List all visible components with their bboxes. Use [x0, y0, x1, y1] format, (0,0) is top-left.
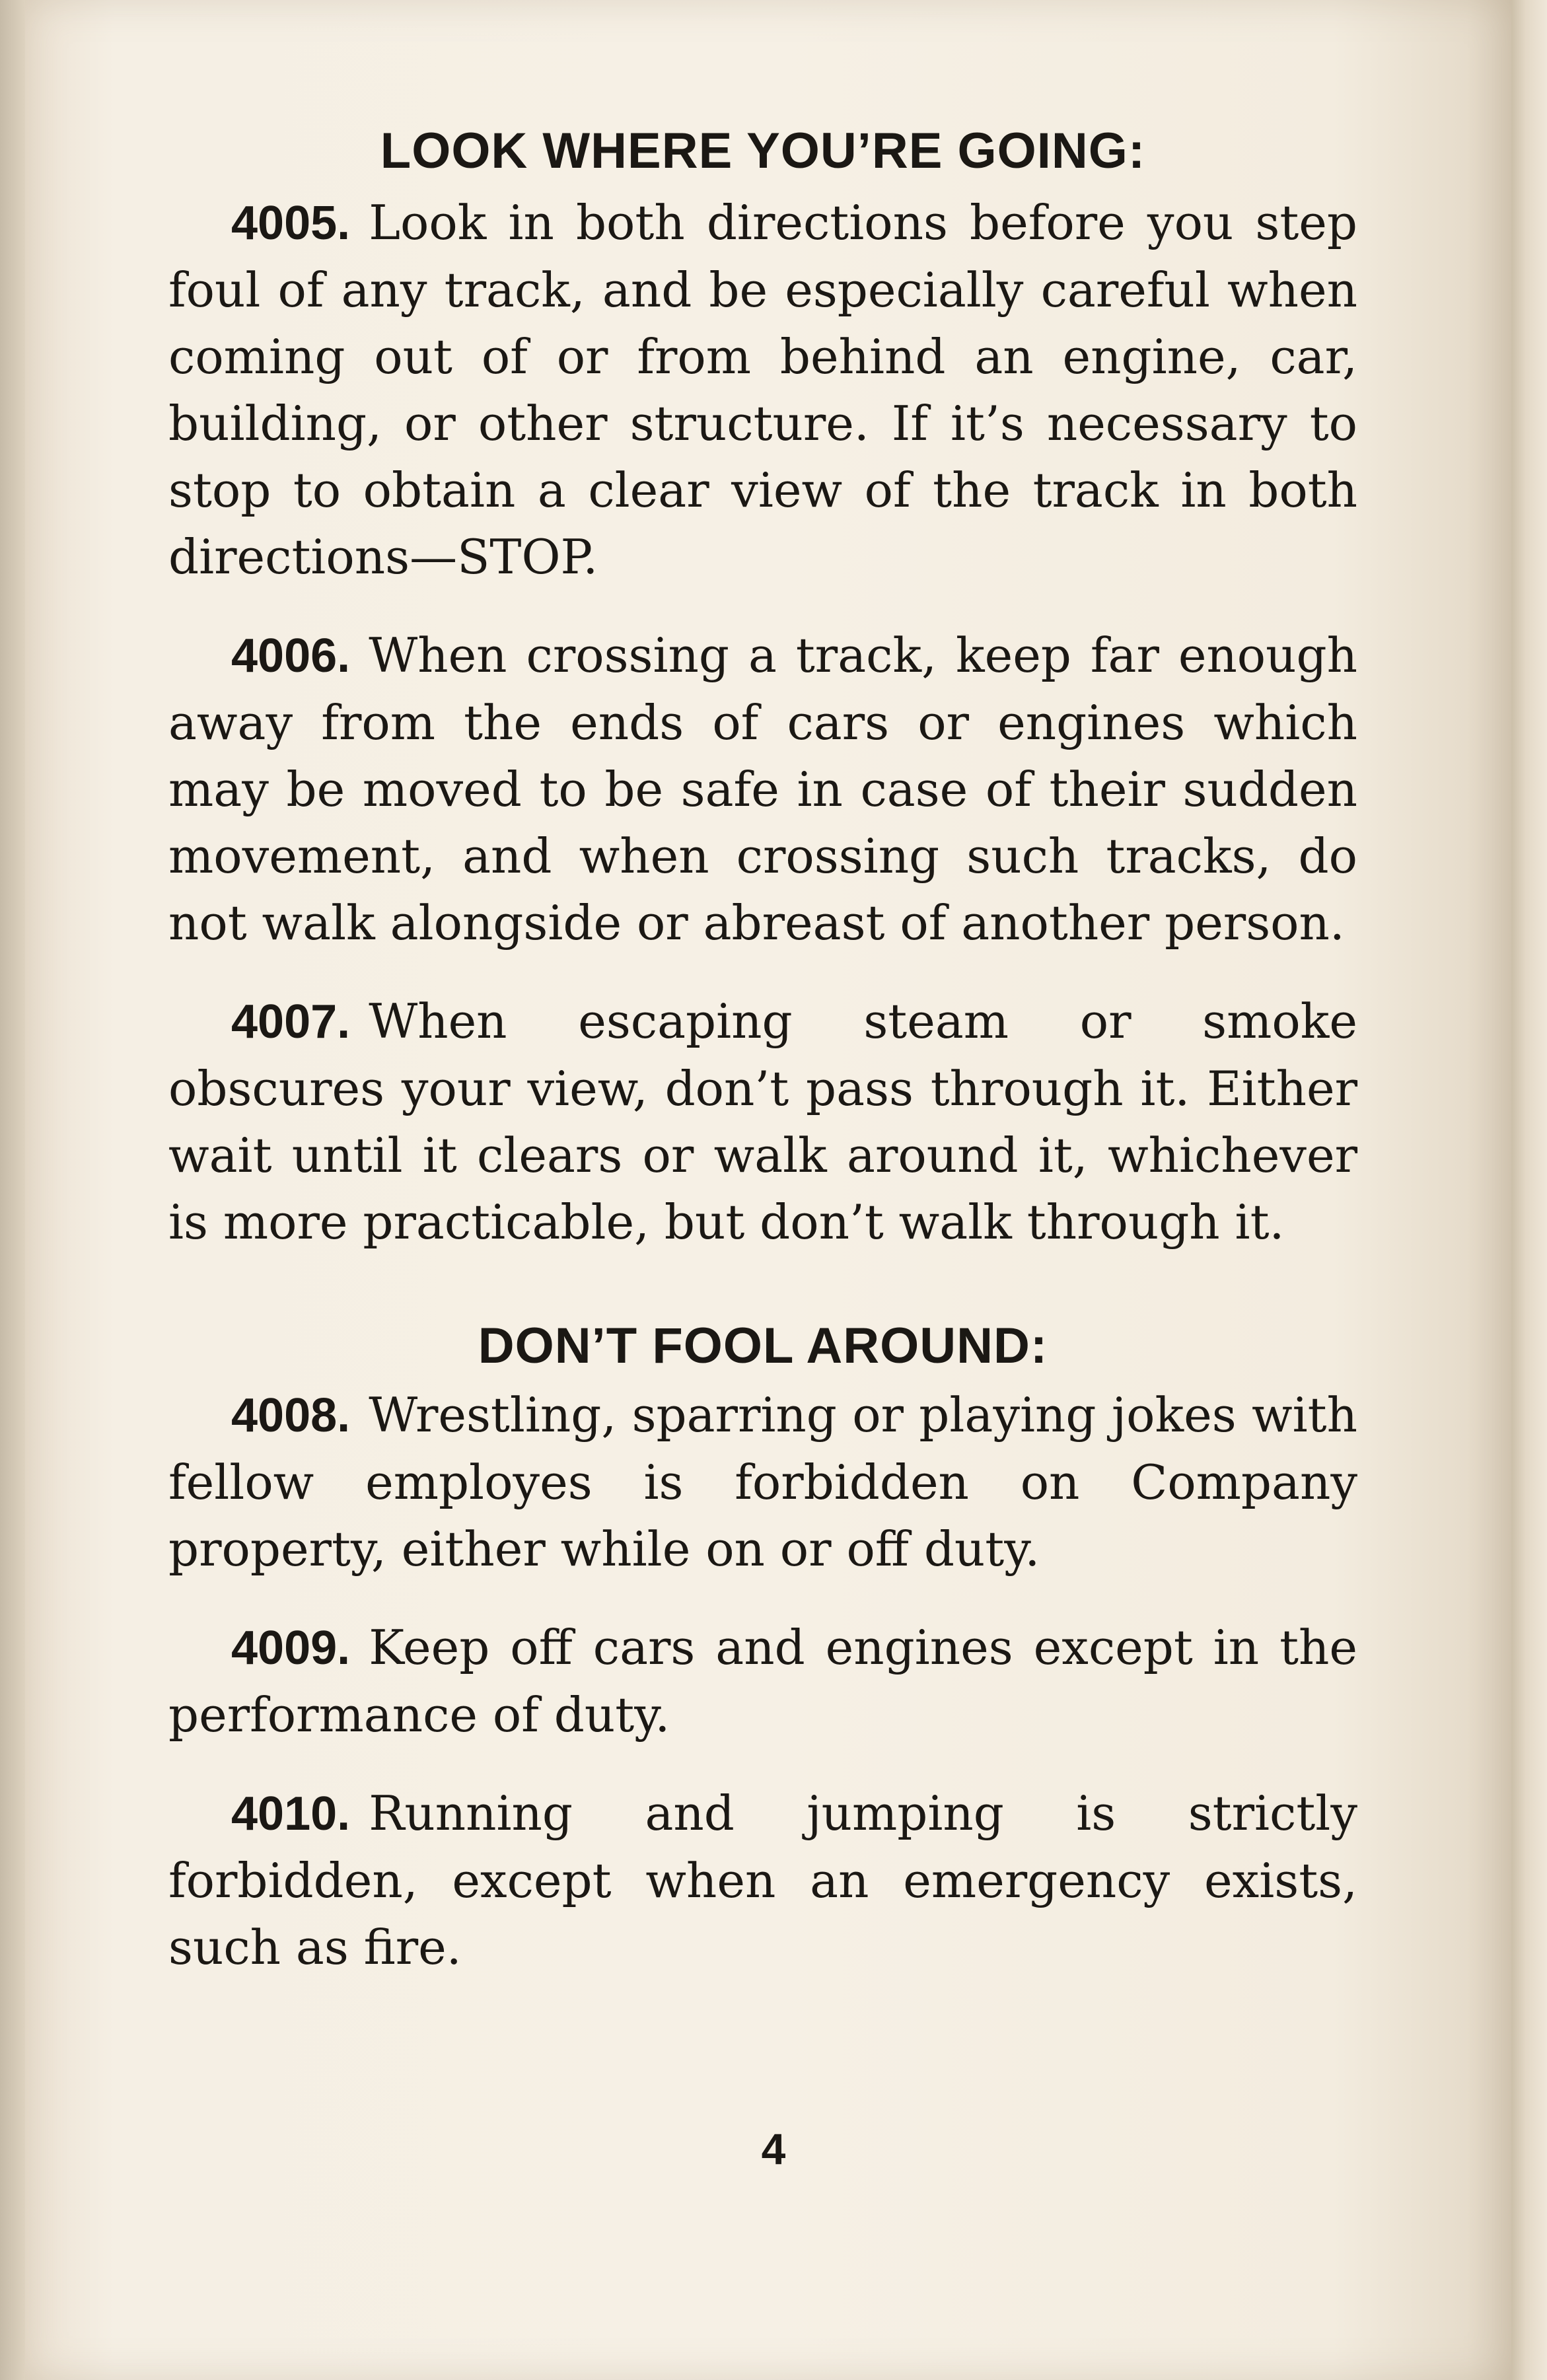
rule-number: 4009. [231, 1621, 351, 1675]
rule-text: Look in both directions before you step foul of any track, and be especially careful when coming out of or from behind an engine, car, building, or other structure. If it’s necessary to stop to obtain a clear view of the track in both directions—STOP. [168, 194, 1357, 585]
rule-number: 4005. [231, 196, 351, 250]
rule-4005 [168, 190, 1357, 591]
page-left-edge [0, 0, 25, 2380]
rule-text: Keep off cars and engines except in the performance of duty. [168, 1619, 1357, 1743]
rule-text: When escaping steam or smoke obscures your view, don’t pass through it. Either wait until it clears or walk around it, whichever is more practicable, but don’t walk through it. [168, 993, 1357, 1250]
rule-number: 4008. [231, 1388, 351, 1442]
rule-number: 4007. [231, 995, 351, 1048]
rule-4009 [168, 1614, 1357, 1749]
rule-text: When crossing a track, keep far enough away from the ends of cars or engines which may be moved to be safe in case of their sudden movement, and when crossing such tracks, do not walk alongside or abreast of another person. [168, 627, 1357, 951]
rule-4006 [168, 622, 1357, 956]
rule-text: Wrestling, sparring or playing jokes with fellow employes is forbidden on Company property, either while on or off duty. [168, 1387, 1357, 1577]
section-heading-dont-fool-around: DON’T FOOL AROUND: [478, 1317, 1048, 1374]
rule-4007 [168, 988, 1357, 1256]
page-number: 4 [761, 2124, 786, 2173]
rule-4008 [168, 1382, 1357, 1583]
rule-number: 4010. [231, 1787, 351, 1840]
rule-text: Running and jumping is strictly forbidden, except when an emergency exists, such as fire. [168, 1785, 1357, 1975]
section-heading-look-where-going: LOOK WHERE YOU’RE GOING: [380, 123, 1146, 179]
rule-4010 [168, 1780, 1357, 1981]
page-content [168, 119, 1357, 1981]
rule-number: 4006. [231, 629, 351, 682]
book-spine [1511, 0, 1547, 2380]
